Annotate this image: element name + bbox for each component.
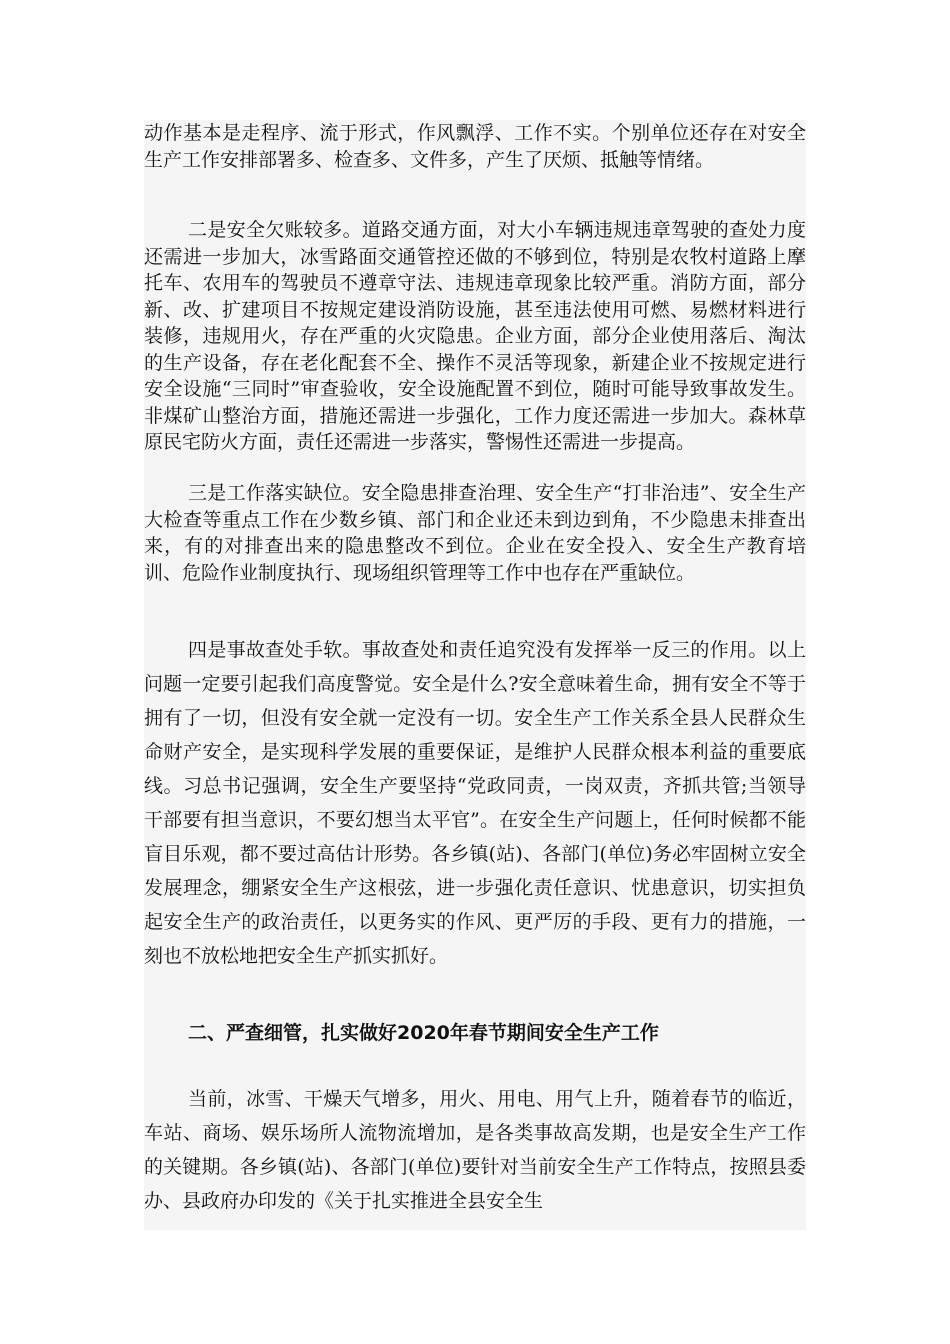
paragraph-spring-festival-safety: 当前，冰雪、干燥天气增多，用火、用电、用气上升，随着春节的临近，车站、商场、娱乐场所人流物流增加，是各类事故高发期，也是安全生产工作的关键期。各乡镇(站)、各部门(单位)要针对当前安全生产工作特点，按照县委办、县政府办印发的《关于扎实推进全县安全生	[144, 1088, 806, 1212]
paragraph-accident-handling: 四是事故查处手软。事故查处和责任追究没有发挥举一反三的作用。以上问题一定要引起我们高度警觉。安全是什么?安全意味着生命，拥有安全不等于拥有了一切，但没有安全就一定没有一切。安全生产工作关系全县人民群众生命财产安全，是实现科学发展的重要保证，是维护人民群众根本利益的重要底线。习总书记强调，安全生产要坚持“党政同责，一岗双责，齐抓共管;当领导干部要有担当意识，不要幻想当太平官”。在安全生产问题上，任何时候都不能盲目乐观，都不要过高估计形势。各乡镇(站)、各部门(单位)务必牢固树立安全发展理念，绷紧安全生产这根弦，进一步强化责任意识、忧患意识，切实担负起安全生产的政治责任，以更务实的作风、更严厉的手段、更有力的措施，一刻也不放松地把安全生产抓实抓好。	[144, 639, 806, 967]
paragraph-work-implementation: 三是工作落实缺位。安全隐患排查治理、安全生产“打非治违”、安全生产大检查等重点工作在少数乡镇、部门和企业还未到边到角，不少隐患未排查出来，有的对排查出来的隐患整改不到位。企业在安全投入、安全生产教育培训、危险作业制度执行、现场组织管理等工作中也存在严重缺位。	[144, 482, 806, 584]
section-heading: 二、严查细管，扎实做好2020年春节期间安全生产工作	[188, 1022, 659, 1044]
document-page	[144, 120, 806, 1230]
paragraph-safety-debts: 二是安全欠账较多。道路交通方面，对大小车辆违规违章驾驶的查处力度还需进一步加大，冰雪路面交通管控还做的不够到位，特别是农牧村道路上摩托车、农用车的驾驶员不遵章守法、违规违章现象比较严重。消防方面，部分新、改、扩建项目不按规定建设消防设施，甚至违法使用可燃、易燃材料进行装修，违规用火，存在严重的火灾隐患。企业方面，部分企业使用落后、淘汰的生产设备，存在老化配套不全、操作不灵活等现象，新建企业不按规定进行安全设施“三同时”审查验收，安全设施配置不到位，随时可能导致事故发生。非煤矿山整治方面，措施还需进一步强化，工作力度还需进一步加大。森林草原民宅防火方面，责任还需进一步落实，警惕性还需进一步提高。	[144, 219, 806, 453]
paragraph-continuation: 动作基本是走程序、流于形式，作风飘浮、工作不实。个别单位还存在对安全生产工作安排部署多、检查多、文件多，产生了厌烦、抵触等情绪。	[144, 122, 806, 171]
